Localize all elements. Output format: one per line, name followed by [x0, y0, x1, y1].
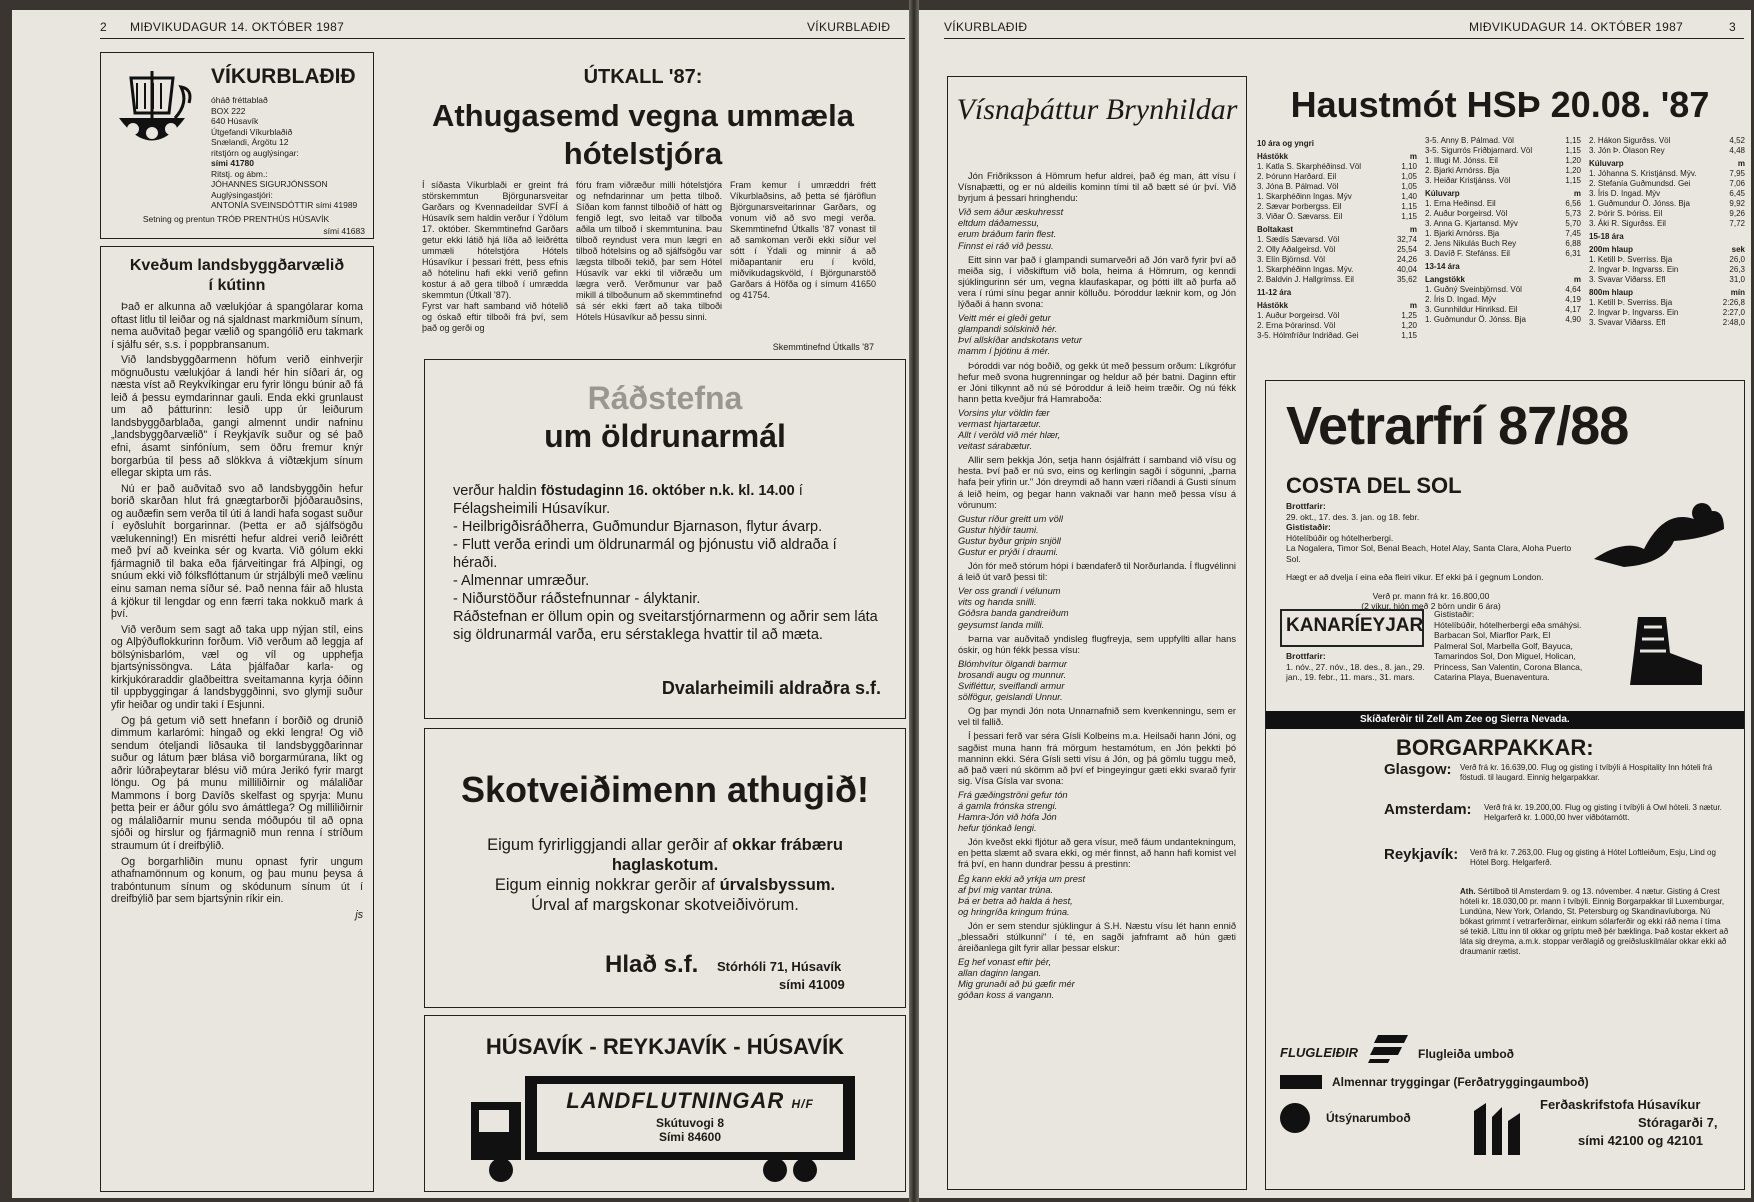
flugleidir-logo: FLUGLEIÐIR [1280, 1045, 1358, 1060]
result-row: 2. Jens Nikulás Buch Rey 6,88 [1425, 239, 1581, 248]
verse: Ég kann ekki að yrkja um prest af því mig vantar trúna. Þá er betra að halda á hest, og hringríða kringum frúna. [958, 873, 1086, 917]
radstefna-title-2: um öldrunarmál [544, 418, 786, 454]
editorial-body: Það er alkunna að vælukjóar á spangólarar koma oftast litlu til leiðar og ná sjaldnast markmiðum sínum, nema auðvitað þegar vælið og spangólið eru takmark í sjálfu sér, s.s. í poppbransanum. Við landsbyggðarmenn höfum verið einhverjir mögnuðustu vælukjóar á landi hér hin síðari ár, og næsta víst að Reykvíkingar eru fyrir löngu búnir að fá leið á þessu eymdarinnar gauli. Enda ekki grunlaust um að þátturinn: lesið upp úr leiðurum landsbyggðarblaða, gangi almennt undir nafninu „landsbyggðarvælið" í Reykjavík suður og sé það efni, ásamt sinfóníum, sem öðru fremur knýr borgarbúa til þess að slökkva á viðtækjum sínum ellegar skipta um rás. Nú er það auðvitað svo að landsbyggðin hefur borið skarðan hlut frá gnægtarborði þjóðarauðsins, og auðæfin sem verða til úti á landi hafa sogast suður í eyðsluhít borgarinnar. (Þetta er að sjálfsögðu vælukenning!) En misrétti hefur aldrei verið leiðrétt með því að kveinka sér og kvarta. Við gólum ekki fjármagnið til baka eða fjárveitingar frá Alþingi, og snúum ekki við fólksflóttanum úr strjálbýli með vælinu einu saman nema síður sé. Það nenna fáir að hlusta á kjökur til lengdar og enn færri taka nokkuð mark á því. Við verðum sem sagt að taka upp nýjan stíl, eins og Alþýðuflokkurinn forðum. Við verðum að leggja af bölsýnisbarlóm, væl og víl og upphefja bjartsýnissöngva. Láta þjálfaðar karla- og kirkjukóraraddir glaðbeittra sveitamanna kyrja óðinn til uppbyggingar á landsbyggðinni, svo glymji suður yfir heiðar og undir taki í Esjunni. Og þá getum við sett hnefann í borðið og drunið dimmum karlarómi: hingað og ekki lengra! Og við sendum óteljandi liðsauka til landsbyggðarinnar suður og látum þær blása við borgarmúrana, líkt og aðrir lúðraþeytarar blésu við múra Jerikó fyrir margt löngu. Og þá munu milliliðirnir og málaliðar Mammons í borg Davíðs skelfast og spyrja: Munu þetta þeir er áður gólu svo ámáttlega? Og milliliðirnir og málaliðarnir munu senda móðupóu til að opna sjóði og hirslur og fjármagnið mun renna í stríðum straumum út í dreifbýlið. Og borgarhliðin munu opnast fyrir ungum athafnamönnum og konum, og þau munu þeysa á trabóntunum sínum og skódunum sínum út í dreifbýlið þar sem bjartsýnin ríkir ein. js [111, 301, 363, 921]
kanari-label-box [1280, 609, 1424, 647]
masthead-printer-phone: sími 41683 [323, 226, 365, 236]
skot-body: Eigum fyrirliggjandi allar gerðir af okkar frábæru haglaskotum. Eigum einnig nokkrar gerðir af úrvalsbyssum. Úrval af margskonar skotveiðivörum. [487, 836, 843, 914]
right-page [919, 10, 1751, 1198]
page-number-right: 3 [1729, 20, 1736, 34]
results-heading: 13-14 ára [1425, 262, 1460, 271]
result-row: 1. Katla S. Skarphéðinsd. Völ 1,10 [1257, 162, 1417, 171]
costa-title: COSTA DEL SOL [1286, 473, 1462, 498]
glasgow-label: Glasgow: [1384, 761, 1452, 778]
paragraph: Jón fór með stórum hópi í bændaferð til Norðurlanda. Í flugvélinni á leið út varð þessi til: [958, 561, 1236, 583]
masthead-box [100, 52, 374, 239]
kanari-departures: Brottfarir: 1. nóv., 27. nóv., 18. des., 8. jan., 29. jan., 19. febr., 11. mars., 31. mars. [1286, 651, 1425, 682]
result-row: 1. Illugi M. Jónss. Eil 1,20 [1425, 156, 1581, 165]
glasgow-text: Verð frá kr. 16.639,00. Flug og gisting í tvíbýli á Hospitality Inn hóteli frá föstudi. til laugard. Einnig helgarpakkar. [1460, 763, 1713, 782]
result-row: 3. Svavar Viðarss. Efl 2:48,0 [1589, 318, 1745, 327]
haustmot-col-1 [1257, 136, 1417, 341]
verse: Vorsins ylur völdin fær vermast hjartarætur. Allt í veröld við mér hlær, veitast sárabætur. [958, 407, 1061, 452]
landflutningar-logo: LANDFLUTNINGAR H/F [566, 1088, 814, 1113]
result-row: 2. Hákon Sigurðss. Völ 4,52 [1589, 136, 1745, 145]
kanari-title: KANARÍEYJAR [1286, 615, 1424, 636]
skot-firm: Hlað s.f. [605, 951, 699, 978]
skot-address: Stórhóli 71, Húsavík [717, 959, 842, 974]
results-heading: Langstökk m [1425, 275, 1581, 284]
result-row: 2. Stefanía Guðmundsd. Gei 7,06 [1589, 179, 1745, 188]
paragraph: Þarna var auðvitað yndisleg flugfreyja, sem uppfyllti allar hans óskir, og hún fékk þessa vísu: [958, 633, 1236, 655]
amsterdam-text: Verð frá kr. 19.200,00. Flug og gisting í tvíbýli á Owl hóteli. 3 nætur. Helgarferð kr. 1.000,00 hver viðbótarnótt. [1484, 803, 1722, 822]
skot-title: Skotveiðimenn athugið! [460, 769, 870, 810]
result-row: 2. Olly Aðalgeirsd. Völ 25,54 [1257, 245, 1417, 254]
radstefna-ad [424, 359, 906, 719]
result-row: 1. Skarphéðinn Ingas. Mýv. 40,04 [1257, 265, 1417, 274]
utkall-kicker: ÚTKALL '87: [583, 66, 703, 88]
kanari-hotels: Gististaðir: Hótelíbúðir, hótelherbergi eða smáhýsi. Barbacan Sol, Miarflor Park, El Palmeral Sol, Marbella Golf, Bayuca, Tamarindos Sol, Don Miguel, Holican, Princess, San Valentin, Corona Blanca, Catarina Playa, Buenaventura. [1434, 609, 1583, 682]
editorial-title: Kveðum landsbyggðarvælið [129, 257, 345, 274]
result-row: 2. Ingvar Þ. Ingvarss. Ein 2:27,0 [1589, 308, 1745, 317]
haustmot-results [1253, 76, 1747, 376]
masthead-lines: óháð fréttablað BOX 222 640 Húsavík Útgefandi Víkurblaðið Snælandi, Árgötu 12 ritstjórn og auglýsingar: sími 41780 Ritstj. og ábm.: JÓHANNES SIGURJÓNSSON Auglýsingastjóri: ANTONÍA SVEINSDÓTTIR sími 41989 [211, 95, 358, 210]
landflutningar-address: Skútuvogi 8 [655, 1116, 724, 1130]
masthead-title: VÍKURBLAÐIÐ [211, 65, 356, 88]
results-heading: Kúluvarp m [1589, 159, 1745, 168]
utkall-col-3: Fram kemur í umræddri frétt Víkurblaðsins, að þetta sé fjáröflun Björgunarsveitarinnar Garðars, og vonum við að svo megi verða. Skemmtinefnd Útkalls '87 vonast til að samkoman verði ekki síður vel sótt í Ýdali og minnir á að miðapantanir eru í kvöld, miðvikudagskvöld, í Björgunarstöð Garðars á Höfða og í símum 41650 og 41754. [730, 180, 876, 300]
utkall-article [382, 52, 904, 367]
result-row: 3. Elín Björnsd. Völ 24,26 [1257, 255, 1417, 264]
running-head: MIÐVIKUDAGUR 14. OKTÓBER 1987 [130, 20, 345, 34]
results-heading: Hástökk m [1257, 152, 1417, 161]
results-heading: Boltakast m [1257, 225, 1417, 234]
results-heading: Kúluvarp m [1425, 189, 1581, 198]
running-paper-name: VÍKURBLAÐIÐ [807, 20, 891, 34]
result-row: 2. Íris D. Ingad. Mýv 4,19 [1425, 295, 1581, 304]
result-row: 3. Anna G. Kjartansd. Mýv 5,70 [1425, 219, 1581, 228]
vetrarfri-title: Vetrarfrí 87/88 [1286, 396, 1629, 456]
agency-address: Stóragarði 7, [1638, 1115, 1718, 1130]
route-text: HÚSAVÍK - REYKJAVÍK - HÚSAVÍK [485, 1034, 845, 1059]
result-row: 3-5. Anny B. Pálmad. Völ 1,15 [1425, 136, 1581, 145]
sunbather-icon [1584, 479, 1734, 579]
result-row: 3. Heiðar Kristjánss. Völ 1,15 [1425, 176, 1581, 185]
result-row: 3-5. Sigurrós Friðbjarnard. Völ 1,15 [1425, 146, 1581, 155]
radstefna-sign: Dvalarheimili aldraðra s.f. [661, 678, 881, 698]
almennar-text: Almennar tryggingar (Ferðatryggingaumboð) [1332, 1075, 1589, 1089]
costa-details: Brottfarir: 29. okt., 17. des. 3. jan. og 18. febr. Gististaðir: Hótelíbúðir og hótelherbergi. La Nogalera, Timor Sol, Benal Beach, Hotel Alay, Santa Clara, Aloha Puerto Sol. Hægt er að dvelja í eina eða fleiri vikur. Ef ekki þá í gegnum London. Verð pr. mann frá kr. 16.800,00 (2 vikur, hjón með 2 börn undir 6 ára) [1286, 501, 1572, 611]
verse: Eg hef vonast eftir þér, allan daginn langan. Mig grunaði að þú gæfir mér góðan koss á vangann. [958, 957, 1075, 1001]
result-row: 2. Þórunn Harðard. Eil 1,05 [1257, 172, 1417, 181]
almennar-logo-icon [1280, 1075, 1322, 1089]
utkall-col-1: Í síðasta Víkurblaði er greint frá störskemmtun Björgunarsveitar Garðars og Kvennadeildar SVFÍ á Húsavík sem haldin verður í Ýdölum 17. október. Skemmtinefnd Garðars getur ekki látið hjá líða að leiðrétta ummæli hótelstjóra Hótels Húsavíkur í þessari frétt, þess efnis að hótelinu hafi ekki verið gefinn kostur á að gera tilboð í umrædda skemmtun (Útkall '87). Fyrst var haft samband við hótelið og óskað eftir tilboði frá því, sem það og gerði og [422, 180, 568, 333]
result-row: 1. Ketill Þ. Sverriss. Bja 26,0 [1589, 255, 1745, 264]
ski-boot-icon [1618, 613, 1708, 693]
verse: Blómhvítur ölgandi barmur brosandi augu og munnur. Svifléttur, sveiflandi armur sölfögur, geislandi Unnur. [958, 658, 1068, 703]
results-heading: 200m hlaup sek [1589, 245, 1745, 254]
result-row: 3. Gunnhildur Hinriksd. Eil 4,17 [1425, 305, 1581, 314]
visnathattur-body [958, 171, 1236, 1005]
ski-banner [1266, 711, 1744, 729]
skotveidi-ad [424, 728, 906, 1008]
result-row: 3-5. Hólmfríður Indriðad. Gei 1,15 [1257, 331, 1417, 340]
agency-name: Ferðaskrifstofa Húsavíkur [1540, 1097, 1701, 1112]
landflutningar-phone: Sími 84600 [658, 1130, 722, 1144]
verse: Ver oss grandi í vélunum vits og handa snilli. Góðsra banda gandreiðum geysumst landa milli. [958, 586, 1069, 630]
results-heading: 800m hlaup mín [1589, 288, 1745, 297]
utkall-title: Athugasemd vegna ummæla [431, 98, 855, 133]
header-rule [100, 38, 905, 39]
result-row: 2. Sævar Þorbergss. Eil 1,15 [1257, 202, 1417, 211]
ski-text: Skíðaferðir til Zell Am Zee og Sierra Nevada. [1360, 714, 1570, 725]
result-row: 3. Áki R. Sigurðss. Eil 7,72 [1589, 219, 1745, 228]
paragraph: Jón er sem stendur sjúklingur á S.H. Næstu vísu lét hann ennið „blessaðri stúlkunni" í té, en sagði jafnframt að hún gæti áreiðanlega gilt fyrir allar þessar elskur: [958, 920, 1236, 954]
results-heading: 10 ára og yngri [1257, 139, 1314, 148]
running-paper-name-right: VÍKURBLAÐIÐ [944, 20, 1028, 34]
ath-text: Ath. Sértilboð til Amsterdam 9. og 13. nóvember. 4 nætur. Gisting á Crest hóteli kr. 18.030,00 pr. mann í tvíbýli. Einnig Borgarpakkar til Luxemburgar, Lundúna, New York, Orlando, St. Petersburg og Skandinavíuborga. Nú bókast grimmt í vetrarferðirnar, einkum sólarferðir og ekki ráð nema í tíma sé tekið. Líttu inn til okkar og gríptu með þér bæklinga. Það kostar ekkert að láta sig dreyma, a.m.k. stoppar verðlagið og greiðsluskilmálar okkar ekki að draumanir rætist. [1460, 887, 1729, 956]
haustmot-col-2 [1425, 136, 1581, 325]
paragraph: Jón kveðst ekki fljótur að gera vísur, með fáum undantekningum, en þetta slæmt að svara ekki, og mér finnst, að hann hafi komist vel frá því, en hann dundrar þessu á prestinn: [958, 837, 1237, 870]
viking-ship-icon [111, 63, 193, 158]
results-heading: 11-12 ára [1257, 288, 1292, 297]
landflutningar-ad [424, 1015, 906, 1192]
verse: Við sem áður æskuhresst eltdum dáðamessu, erum bráðum farin flest. Finnst ei ráð við þessu. [958, 207, 1064, 251]
paragraph: Allir sem þekkja Jón, setja hann ósjálfrátt í samband við vísu og hesta. Því það er nú svo, eins og kerlingin sagði í sögunni, „þarna hafa þeir yfirin ur." Jón dreymdi að hann væri ríðandi á Gusti sínum á leið heim, og þegar hann vaknaði var hann með þessa vísu á vörunum: [958, 455, 1236, 510]
result-row: 1. Sædís Sævarsd. Völ 32,74 [1257, 235, 1417, 244]
left-page [12, 10, 909, 1198]
result-row: 1. Skarphéðinn Ingas. Mýv 1,40 [1257, 192, 1417, 201]
reykjavik-text: Verð frá kr. 7.263,00. Flug og gisting á Hótel Loftleiðum, Esju, Lind og Hótel Borg. Helgarferð. [1470, 848, 1716, 867]
paragraph: Þóroddi var nóg boðið, og gekk út með þessum orðum: Líkgrófur hefur með svona hugrenningar og heldur að þér batni. Daginn eftir er Jóni tilkynnt að nú sé Þóroddur á leið heim træðir. Og nú fékk hann þetta kveðjur frá Hamraboða: [958, 360, 1236, 404]
result-row: 2. Baldvin J. Hallgrímss. Eil 35,62 [1257, 275, 1417, 284]
editorial-subtitle: í kútinn [208, 277, 266, 294]
result-row: 3. Jóna B. Pálmad. Völ 1,05 [1257, 182, 1417, 191]
verse: Veitt mér ei gleði getur glampandi sólskinið hér. Því allskíðar andskotans vetur mamm í þjótinu á mér. [958, 313, 1083, 357]
running-head-right: MIÐVIKUDAGUR 14. OKTÓBER 1987 [1469, 20, 1684, 34]
result-row: 1. Jóhanna S. Kristjánsd. Mýv. 7,95 [1589, 169, 1745, 178]
agency-phone: sími 42100 og 42101 [1578, 1133, 1704, 1148]
utsyn-text: Útsýnarumboð [1326, 1111, 1411, 1125]
haustmot-title: Haustmót HSÞ 20.08. '87 [1290, 84, 1710, 125]
editorial-box [100, 246, 374, 1192]
page-number: 2 [100, 20, 107, 34]
radstefna-title-1: Ráðstefna [587, 380, 743, 416]
paragraph: Og þar myndi Jón nota Unnarnafnið sem kvenkenningu, sem er vel til fallið. [958, 706, 1236, 728]
reykjavik-label: Reykjavík: [1384, 846, 1459, 863]
paragraph: Í þessari ferð var séra Gísli Kolbeins m.a. Heilsaði hann Jóni, og sagðist muna hann frá mörgum hestamótum, en Jón þekkti þó manninn ekki. Séra Gísli setti vísu á Jón, og þá gömlu tuggu með, að það væri nú skömm að því ef Þingeyingur gæti ekki svarað fyrir sig. Vísa Gísla var svona: [958, 731, 1236, 786]
result-row: 2. Ingvar Þ. Ingvarss. Ein 26,3 [1589, 265, 1745, 274]
result-row: 2. Bjarki Arnórss. Bja 1,20 [1425, 166, 1581, 175]
result-row: 1. Guðný Sveinbjörnsd. Völ 4,64 [1425, 285, 1581, 294]
visnathattur-title: Vísnaþáttur Brynhildar [956, 93, 1238, 126]
utsyn-logo-icon [1280, 1103, 1310, 1133]
flugleidir-agent: Flugleiða umboð [1418, 1047, 1514, 1061]
binding-gutter [909, 0, 919, 1202]
results-heading: Hástökk m [1257, 301, 1417, 310]
vetrarfri-ad [1265, 380, 1745, 1190]
verse: Frá gæðingströni gefur tón á gamla frónska strengi. Hamra-Jón við hófa Jón hefur tjónkað lengi. [958, 789, 1068, 834]
result-row: 1. Guðmundur Ö. Jónss. Bja 9,92 [1589, 199, 1745, 208]
result-row: 3. Svavar Viðarss. Efl 31,0 [1589, 275, 1745, 284]
result-row: 1. Auður Þorgeirsd. Völ 1,25 [1257, 311, 1417, 320]
paragraph: Jón Friðriksson á Hömrum hefur aldrei, það ég man, átt vísu í Vísnaþætti, og er nú aldeilis kominn tími til að bætt sé úr því. Við byrjum á þessari hringhendu: [958, 171, 1236, 204]
masthead-printer: Setning og prentun TRÓÐ PRENTHÚS HÚSAVÍK [142, 214, 330, 224]
borgar-title: BORGARPAKKAR: [1396, 735, 1594, 760]
utkall-signed: Skemmtinefnd Útkalls '87 [772, 342, 874, 352]
header-rule-right [944, 38, 1744, 39]
result-row: 3. Íris D. Ingad. Mýv 6,45 [1589, 189, 1745, 198]
result-row: 1. Guðmundur Ö. Jónss. Bja 4,90 [1425, 315, 1581, 324]
result-row: 2. Þórir S. Þóriss. Eil 9,26 [1589, 209, 1745, 218]
skot-phone: sími 41009 [779, 977, 845, 992]
visnathattur-box [947, 76, 1247, 1190]
utkall-col-2: fóru fram viðræður milli hótelstjóra og nefndarinnar um þetta tilboð. Síðan kom fannst tilboðið of hátt og fengið legt, svo leitað var tilboða aðila um tilboð í skemmtunina. Þau tilboð reyndust vera mun lægri en tilboð hótelsins og að sjálfsögðu var lægsta tilboði tekið, þar sem Hótel Húsavík var ekki til viðræðu um lægra verð. Verðmunur var það mikill á tilboðunum að skemmtinefnd sá sér ekki fært að taka tilboði Hótels Húsavíkur að þessu sinni. [576, 180, 722, 322]
radstefna-body: verður haldin föstudaginn 16. október n.k. kl. 14.00 í Félagsheimili Húsavíkur. - Heilbrigðisráðherra, Guðmundur Bjarnason, flytur ávarp. - Flutt verða erindi um öldrunarmál og þjónustu við aldraða í héraði. - Almennar umræður. - Niðurstöður ráðstefnunnar - ályktanir. Ráðstefnan er öllum opin og sveitarstjórnarmenn og aðrir sem láta sig öldrunarmál varða, eru sérstaklega hvattir til að mæta. [453, 483, 878, 643]
result-row: 1. Bjarki Arnórss. Bja 7,45 [1425, 229, 1581, 238]
result-row: 2. Erna Þórarinsd. Völ 1,20 [1257, 321, 1417, 330]
amsterdam-label: Amsterdam: [1384, 801, 1472, 818]
utkall-title-2: hótelstjóra [563, 136, 723, 171]
result-row: 3. Jón Þ. Ólason Rey 4,48 [1589, 146, 1745, 155]
result-row: 1. Ketill Þ. Sverriss. Bja 2:26,8 [1589, 298, 1745, 307]
results-heading: 15-18 ára [1589, 232, 1624, 241]
result-row: 3. Davíð F. Stefánss. Eil 6,31 [1425, 249, 1581, 258]
result-row: 1. Erna Heðinsd. Eil 6,56 [1425, 199, 1581, 208]
result-row: 3. Viðar Ö. Sævarss. Eil 1,15 [1257, 212, 1417, 221]
result-row: 2. Auður Þorgeirsd. Völ 5,73 [1425, 209, 1581, 218]
flugleidir-mark-icon [1368, 1031, 1410, 1065]
editorial-signature: js [355, 908, 363, 921]
verse: Gustur ríður greitt um völl Gustur hlýðir taumi. Gustur byður gripin snjöll Gustur er prýði í draumi. [958, 513, 1063, 557]
agency-logo-icon [1468, 1097, 1526, 1157]
haustmot-col-3 [1589, 136, 1745, 328]
paragraph: Eitt sinn var það í glampandi sumarveðri að Jón varð fyrir því að meiða sig, í viðskiftum við bola, heima á Hömrum, og kenndi sjúklingurinn sér um, vegna klaufaskapar, og þótti illt að þurfa að vera í rúmi sínu þegar annir kölluðu. Þóroddur læknir kom, og Jón lýðaði á hann svona: [958, 254, 1236, 310]
